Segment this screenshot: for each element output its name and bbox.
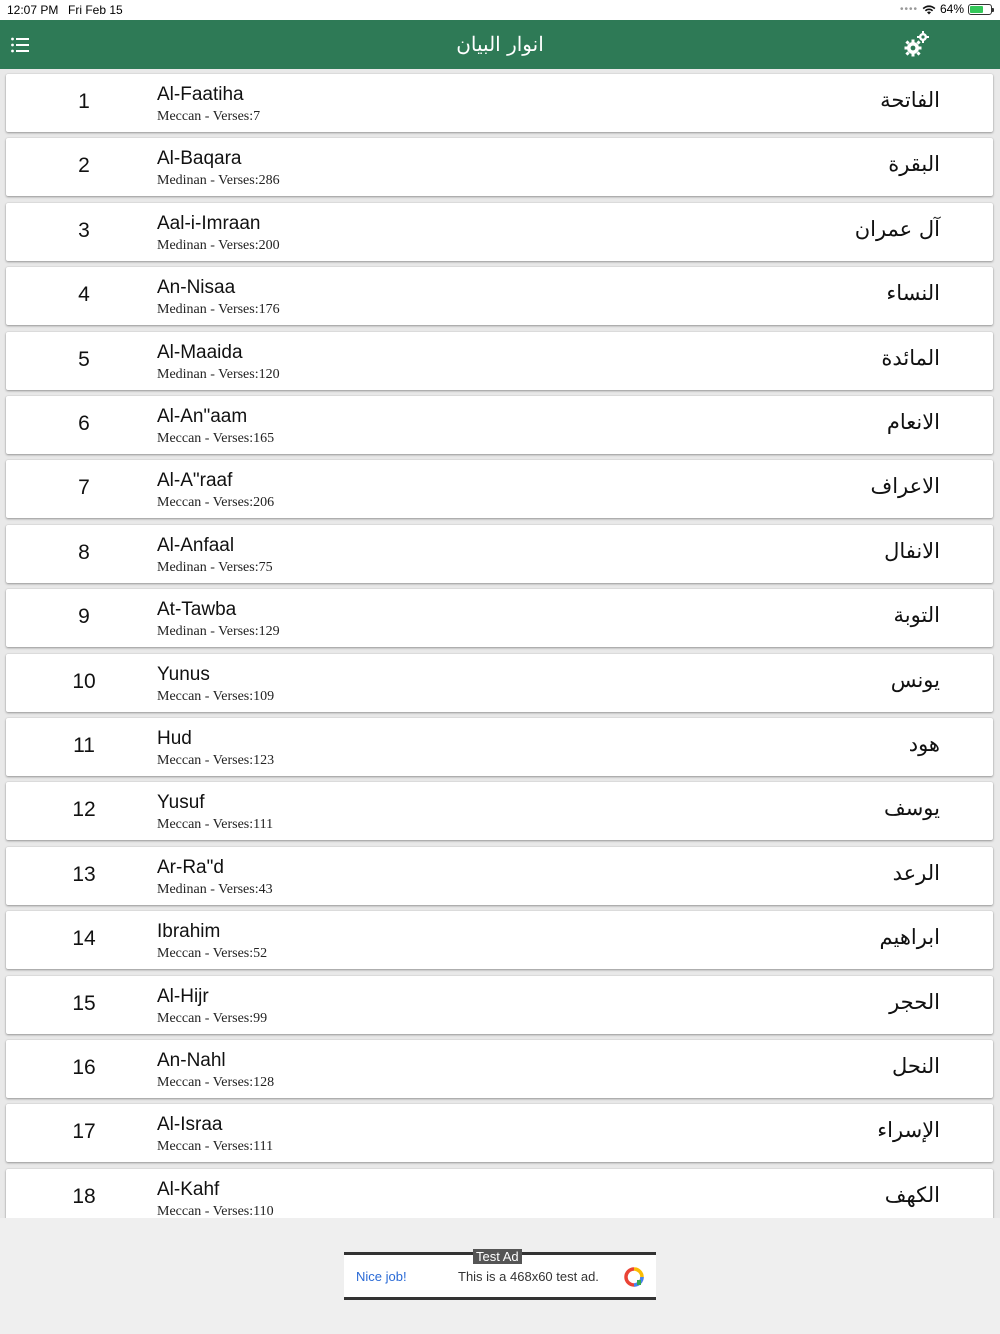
surah-row[interactable] xyxy=(6,847,993,905)
surah-name: Yunus xyxy=(157,663,210,685)
surah-meta: Meccan - Verses:111 xyxy=(157,817,274,833)
surah-arabic-name: التوبة xyxy=(893,603,940,628)
surah-arabic-name: يوسف xyxy=(883,796,940,821)
surah-name: An-Nisaa xyxy=(157,277,236,299)
surah-name: Al-Hijr xyxy=(157,985,209,1007)
surah-name: Al-Maaida xyxy=(157,341,243,363)
surah-name: Al-Kahf xyxy=(157,1178,220,1200)
surah-meta: Meccan - Verses:206 xyxy=(157,495,275,511)
surah-row[interactable] xyxy=(6,1040,993,1098)
surah-meta: Meccan - Verses:52 xyxy=(157,946,268,962)
surah-meta: Meccan - Verses:128 xyxy=(157,1075,275,1090)
surah-number: 4 xyxy=(78,283,90,307)
surah-number: 1 xyxy=(78,90,90,113)
surah-row[interactable] xyxy=(6,782,993,840)
surah-number: 7 xyxy=(78,476,90,500)
surah-meta: Meccan - Verses:110 xyxy=(157,1203,274,1218)
surah-row[interactable] xyxy=(6,525,993,583)
admob-logo-icon xyxy=(624,1267,644,1287)
surah-number: 2 xyxy=(78,154,90,178)
gears-icon[interactable] xyxy=(904,30,930,58)
signal-icon: •••• xyxy=(899,3,918,15)
surah-arabic-name: الانفال xyxy=(884,538,940,563)
surah-row[interactable] xyxy=(6,911,993,969)
navigation-bar xyxy=(0,20,1000,69)
surah-arabic-name: الانعام xyxy=(886,410,940,434)
surah-name: Al-Faatiha xyxy=(157,84,244,105)
ad-area xyxy=(0,1218,1000,1334)
wifi-icon xyxy=(922,4,936,15)
surah-meta: Meccan - Verses:7 xyxy=(157,109,261,124)
surah-row[interactable] xyxy=(6,332,993,390)
surah-row[interactable] xyxy=(6,654,993,712)
status-date: Fri Feb 15 xyxy=(68,3,123,17)
surah-number: 6 xyxy=(78,412,90,435)
surah-name: Al-An"aam xyxy=(157,406,248,427)
surah-arabic-name: هود xyxy=(908,732,940,756)
surah-number: 13 xyxy=(72,862,96,886)
surah-meta: Medinan - Verses:176 xyxy=(157,302,280,318)
surah-meta: Meccan - Verses:109 xyxy=(157,688,275,704)
surah-arabic-name: الكهف xyxy=(884,1182,940,1207)
surah-row[interactable] xyxy=(6,138,993,196)
surah-meta: Medinan - Verses:43 xyxy=(157,881,273,897)
surah-row[interactable] xyxy=(6,396,993,454)
surah-name: Al-Israa xyxy=(157,1114,223,1136)
surah-arabic-name: آل عمران xyxy=(854,216,940,241)
surah-arabic-name: البقرة xyxy=(888,152,940,177)
surah-number: 17 xyxy=(72,1120,96,1144)
surah-row[interactable] xyxy=(6,203,993,261)
ad-text: This is a 468x60 test ad. xyxy=(458,1269,599,1284)
surah-name: At-Tawba xyxy=(157,599,237,621)
surah-number: 5 xyxy=(78,347,90,371)
surah-name: Yusuf xyxy=(157,792,205,814)
surah-row[interactable] xyxy=(6,267,993,325)
surah-name: Aal-i-Imraan xyxy=(157,212,261,234)
surah-meta: Medinan - Verses:120 xyxy=(157,366,280,382)
surah-name: Ar-Ra"d xyxy=(157,856,224,878)
surah-arabic-name: الحجر xyxy=(889,989,940,1014)
surah-arabic-name: يونس xyxy=(890,667,940,692)
status-bar xyxy=(0,0,1000,20)
surah-arabic-name: الرعد xyxy=(892,860,940,885)
surah-arabic-name: الاعراف xyxy=(870,474,940,499)
surah-arabic-name: الإسراء xyxy=(877,1118,940,1143)
ad-banner[interactable] xyxy=(344,1249,656,1300)
status-indicators xyxy=(900,2,992,16)
surah-number: 10 xyxy=(72,669,96,693)
surah-number: 15 xyxy=(72,991,96,1015)
surah-name: Ibrahim xyxy=(157,921,221,943)
surah-row[interactable] xyxy=(6,1169,993,1218)
surah-meta: Medinan - Verses:129 xyxy=(157,624,280,640)
ad-tag: Test Ad xyxy=(473,1249,522,1264)
surah-name: Al-A"raaf xyxy=(157,470,233,492)
surah-number: 11 xyxy=(73,734,95,757)
surah-arabic-name: الفاتحة xyxy=(880,88,940,112)
surah-name: Al-Anfaal xyxy=(157,534,235,556)
surah-arabic-name: المائدة xyxy=(881,345,940,370)
surah-meta: Meccan - Verses:99 xyxy=(157,1010,268,1026)
surah-row[interactable] xyxy=(6,589,993,647)
surah-number: 12 xyxy=(72,798,96,822)
ad-headline[interactable]: Nice job! xyxy=(356,1269,407,1284)
battery-icon xyxy=(968,4,992,15)
page-title: انوار البیان xyxy=(456,32,544,56)
surah-meta: Medinan - Verses:286 xyxy=(157,173,280,189)
surah-name: Hud xyxy=(157,728,192,749)
surah-row[interactable] xyxy=(6,1104,993,1162)
surah-row[interactable] xyxy=(6,718,993,776)
surah-meta: Meccan - Verses:111 xyxy=(157,1139,274,1155)
surah-row[interactable] xyxy=(6,460,993,518)
surah-name: Al-Baqara xyxy=(157,148,242,170)
surah-number: 3 xyxy=(78,218,90,242)
surah-arabic-name: النحل xyxy=(891,1054,940,1078)
surah-number: 8 xyxy=(78,540,90,564)
surah-number: 16 xyxy=(72,1056,96,1079)
surah-row[interactable] xyxy=(6,976,993,1034)
surah-list[interactable] xyxy=(0,69,1000,1218)
surah-number: 18 xyxy=(72,1184,96,1208)
battery-percent: 64% xyxy=(939,2,964,16)
surah-arabic-name: ابراهيم xyxy=(879,925,940,950)
surah-row[interactable] xyxy=(6,74,993,132)
surah-meta: Medinan - Verses:75 xyxy=(157,559,273,575)
surah-name: An-Nahl xyxy=(157,1050,226,1071)
status-time: 12:07 PM xyxy=(7,3,59,17)
surah-arabic-name: النساء xyxy=(886,281,940,306)
surah-meta: Meccan - Verses:165 xyxy=(157,431,275,446)
surah-number: 9 xyxy=(78,605,90,629)
surah-meta: Medinan - Verses:200 xyxy=(157,237,280,253)
surah-meta: Meccan - Verses:123 xyxy=(157,753,275,768)
surah-number: 14 xyxy=(72,927,96,951)
battery-level xyxy=(970,6,983,13)
